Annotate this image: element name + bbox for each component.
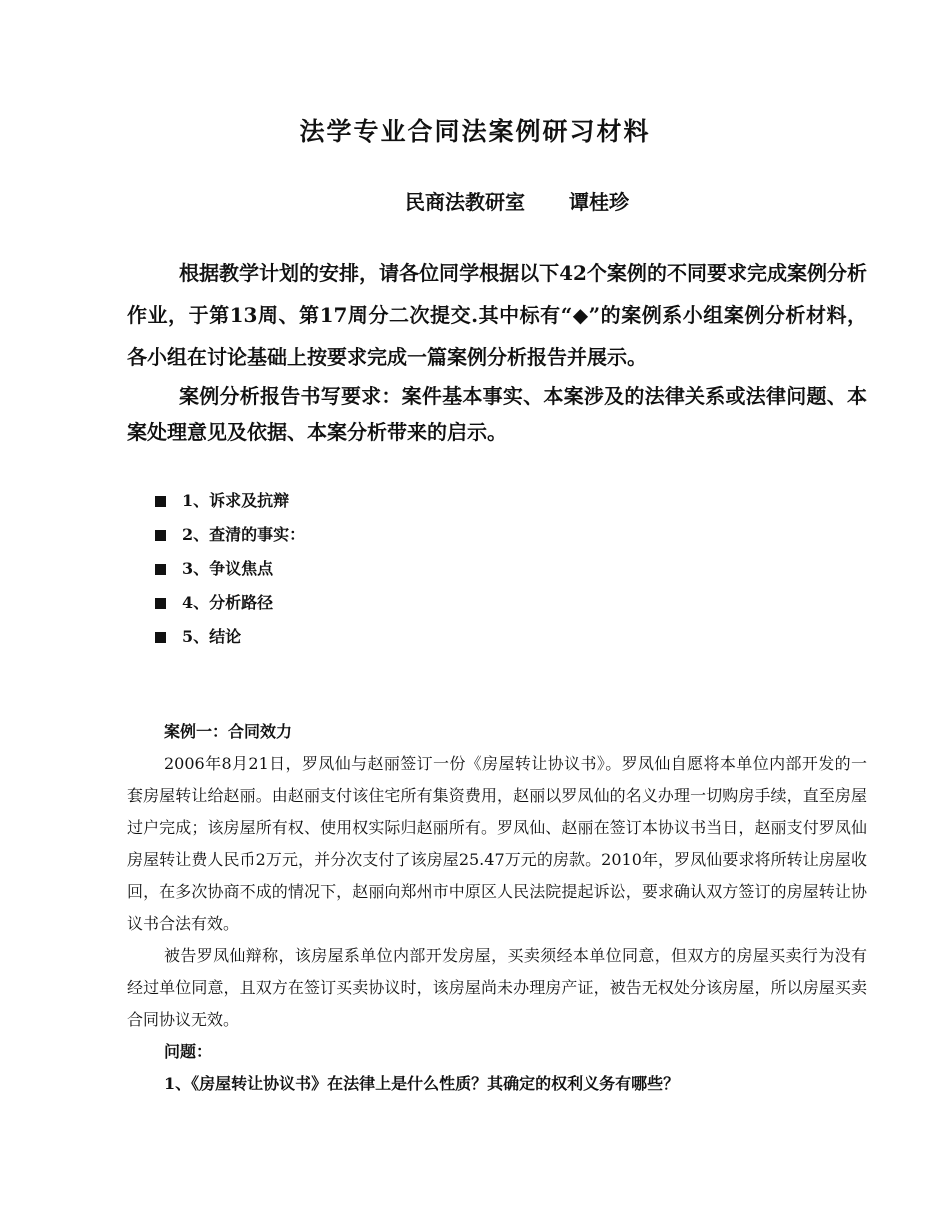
square-bullet-icon: [155, 496, 166, 507]
questions-label: 问题：: [164, 1042, 213, 1061]
outline-item-text: 1、诉求及抗辩: [182, 491, 290, 510]
outline-item: [155, 552, 305, 586]
outline-item-text: 2、查清的事实：: [182, 525, 306, 544]
author-name: 谭桂珍: [569, 190, 629, 214]
author-line: [405, 186, 629, 215]
department-name: 民商法教研室: [405, 190, 525, 214]
intro-section: [127, 252, 867, 450]
document-title: 法学专业合同法案例研习材料: [299, 117, 651, 146]
outline-item: [155, 518, 305, 552]
square-bullet-icon: [155, 598, 166, 609]
intro-paragraph: 根据教学计划的安排，请各位同学根据以下42个案例的不同要求完成案例分析作业，于第13周、第17周分二次提交.其中标有“◆”的案例系小组案例分析材料，各小组在讨论基础上按要求完成一篇案例分析报告并展示。: [127, 261, 867, 369]
square-bullet-icon: [155, 530, 166, 541]
outline-item: [155, 586, 305, 620]
report-requirements-paragraph: 案例分析报告书写要求：案件基本事实、本案涉及的法律关系或法律问题、本案处理意见及依据、本案分析带来的启示。: [127, 384, 867, 444]
case-heading: 案例一：合同效力: [164, 722, 293, 741]
outline-item: [155, 620, 305, 654]
case-facts-paragraph: 2006年8月21日，罗凤仙与赵丽签订一份《房屋转让协议书》。罗凤仙自愿将本单位内部开发的一套房屋转让给赵丽。由赵丽支付该住宅所有集资费用，赵丽以罗凤仙的名义办理一切购房手续，直至房屋过户完成；该房屋所有权、使用权实际归赵丽所有。罗凤仙、赵丽在签订本协议书当日，赵丽支付罗凤仙房屋转让费人民币2万元，并分次支付了该房屋25.47万元的房款。2010年，罗凤仙要求将所转让房屋收回，在多次协商不成的情况下，赵丽向郑州市中原区人民法院提起诉讼，要求确认双方签订的房屋转让协议书合法有效。: [127, 754, 867, 933]
case-defense-paragraph: 被告罗凤仙辩称，该房屋系单位内部开发房屋，买卖须经本单位同意，但双方的房屋买卖行为没有经过单位同意，且双方在签订买卖协议时，该房屋尚未办理房产证，被告无权处分该房屋，所以房屋买卖合同协议无效。: [127, 946, 867, 1029]
outline-item-text: 3、争议焦点: [182, 559, 274, 578]
square-bullet-icon: [155, 564, 166, 575]
outline-list: [155, 484, 305, 654]
question-item: 1、《房屋转让协议书》在法律上是什么性质？其确定的权利义务有哪些？: [164, 1074, 680, 1093]
outline-item-text: 5、结论: [182, 627, 242, 646]
outline-item-text: 4、分析路径: [182, 593, 274, 612]
case-one-section: [127, 716, 867, 1100]
square-bullet-icon: [155, 632, 166, 643]
outline-item: [155, 484, 305, 518]
